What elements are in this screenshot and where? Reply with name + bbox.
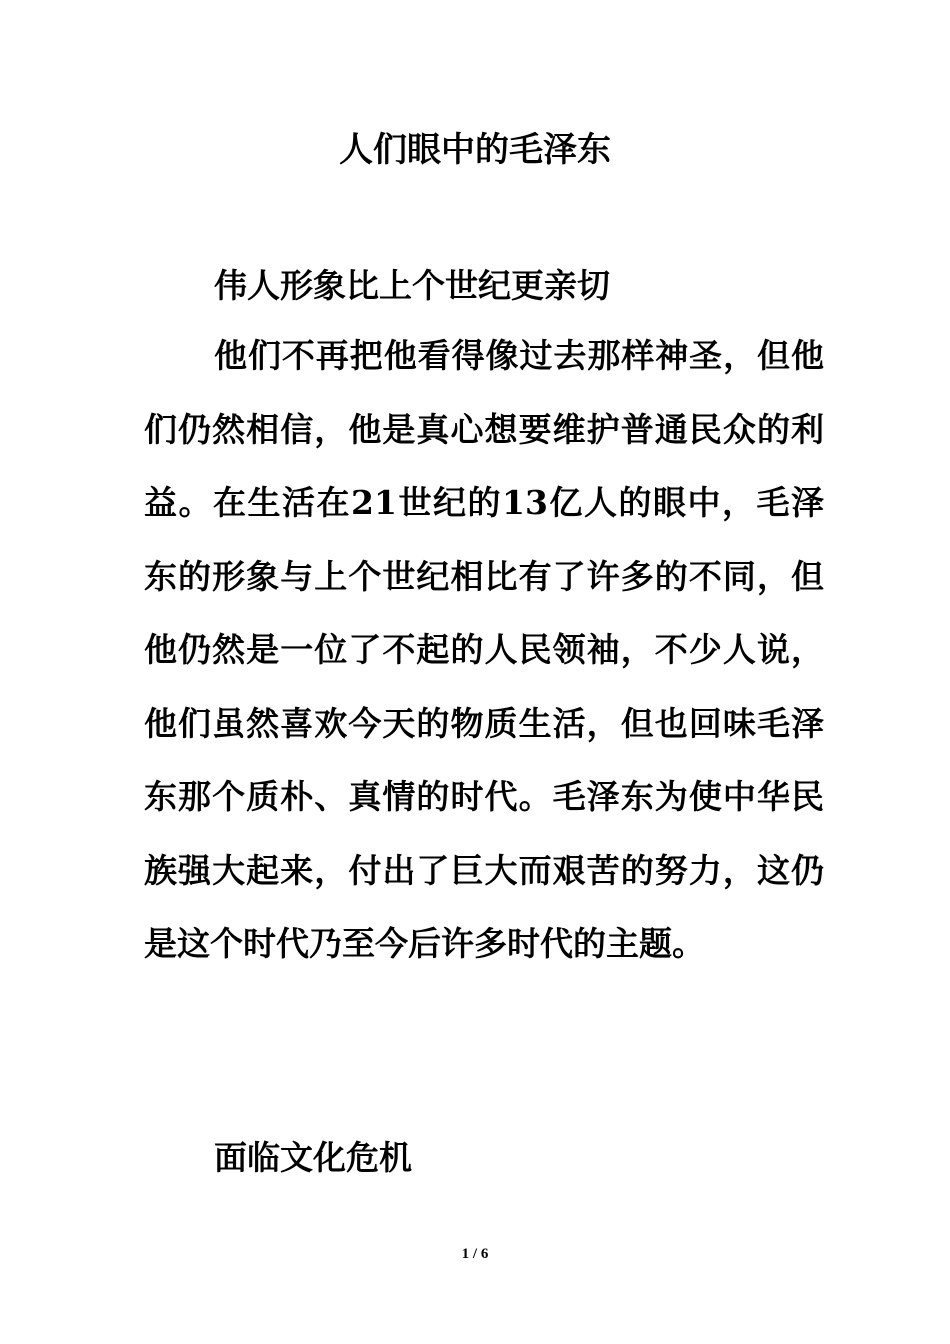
document-title: 人们眼中的毛泽东: [339, 130, 611, 170]
page-number: 1 / 6: [461, 1246, 489, 1262]
section-heading: 伟人形象比上个世纪更亲切: [214, 266, 610, 305]
section-heading: 面临文化危机: [214, 1138, 412, 1177]
body-paragraph: 他们不再把他看得像过去那样神圣，但他们仍然相信，他是真心想要维护普通民众的利益。在生活在21世纪的13亿人的眼中，毛泽东的形象与上个世纪相比有了许多的不同，但他仍然是一位了不起的人民领袖，不少人说，他们虽然喜欢今天的物质生活，但也回味毛泽东那个质朴、真情的时代。毛泽东为使中华民族强大起来，付出了巨大而艰苦的努力，这仍是这个时代乃至今后许多时代的主题。: [144, 336, 824, 963]
